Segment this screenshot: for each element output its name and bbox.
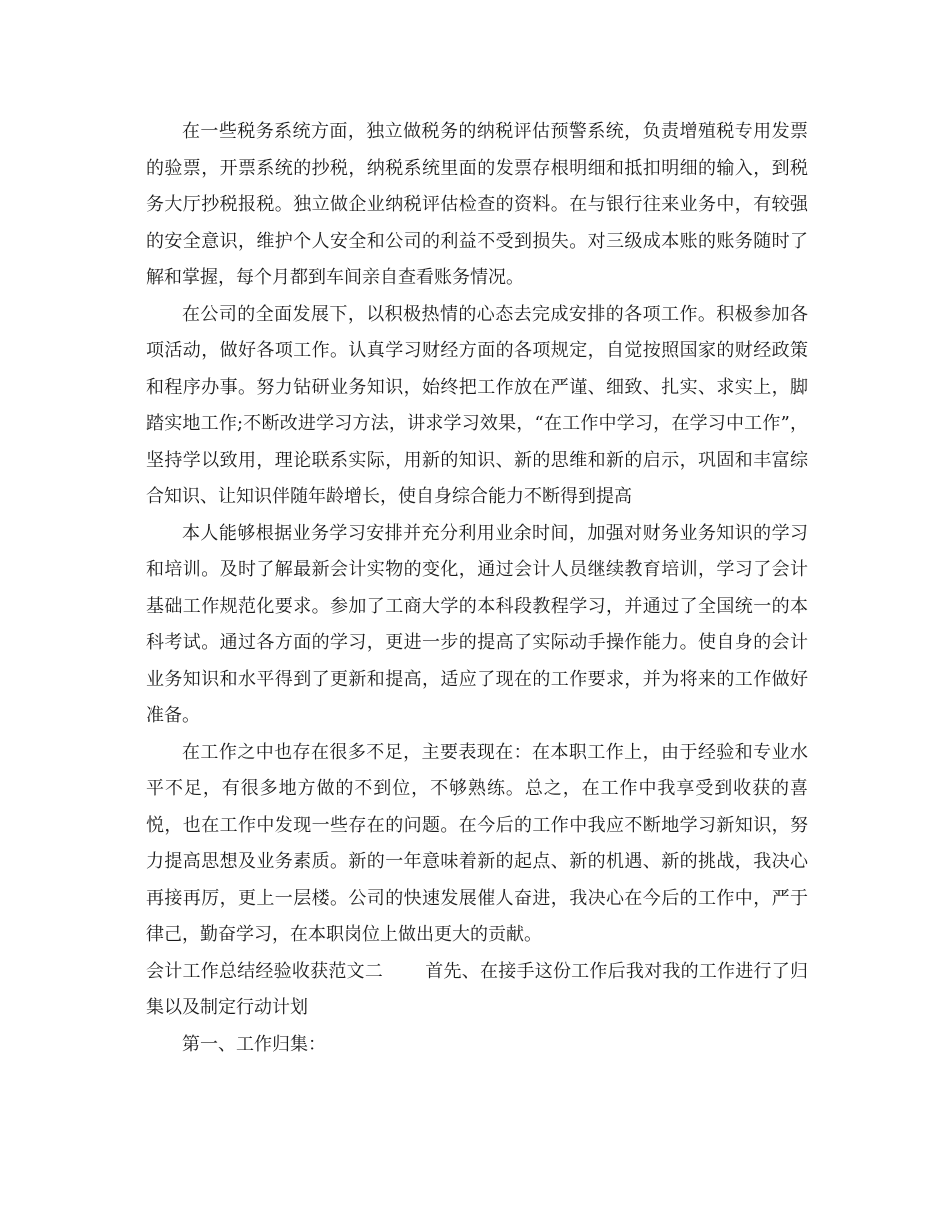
paragraph-company-development: 在公司的全面发展下，以积极热情的心态去完成安排的各项工作。积极参加各项活动，做好各项工作。认真学习财经方面的各项规定，自觉按照国家的财经政策和程序办事。努力钻研业务知识，始终把工作放在严谨、细致、扎实、求实上，脚踏实地工作;不断改进学习方法，讲求学习效果，“在工作中学习，在学习中工作”，坚持学以致用，理论联系实际，用新的知识、新的思维和新的启示，巩固和丰富综合知识、让知识伴随年龄增长，使自身综合能力不断得到提高 — [146, 303, 808, 507]
section-intro: 首先、在接手这份工作后我对我的工作进行了归集以及制定行动计划 — [146, 960, 809, 1018]
paragraph-shortcomings: 在工作之中也存在很多不足，主要表现在：在本职工作上，由于经验和专业水平不足，有很多地方做的不到位，不够熟练。总之，在工作中我享受到收获的喜悦，也在工作中发现一些存在的问题。在今后的工作中我应不断地学习新知识，努力提高思想及业务素质。新的一年意味着新的起点、新的机遇、新的挑战，我决心再接再厉，更上一层楼。公司的快速发展催人奋进，我决心在今后的工作中，严于律己，勤奋学习，在本职岗位上做出更大的贡献。 — [146, 741, 808, 945]
paragraph-tax-systems: 在一些税务系统方面，独立做税务的纳税评估预警系统，负责增殖税专用发票的验票，开票系统的抄税，纳税系统里面的发票存根明细和抵扣明细的输入，到税务大厅抄税报税。独立做企业纳税评估检查的资料。在与银行往来业务中，有较强的安全意识，维护个人安全和公司的利益不受到损失。对三级成本账的账务随时了解和掌握，每个月都到车间亲自查看账务情况。 — [146, 121, 808, 288]
section-title: 会计工作总结经验收获范文二 — [146, 960, 384, 982]
section-heading-line — [146, 954, 808, 1027]
document-body — [146, 114, 808, 1063]
subheading-work-collection: 第一、工作归集： — [182, 1033, 326, 1055]
paragraph-study-training: 本人能够根据业务学习安排并充分利用业余时间，加强对财务业务知识的学习和培训。及时了解最新会计实物的变化，通过会计人员继续教育培训，学习了会计基础工作规范化要求。参加了工商大学的本科段教程学习，并通过了全国统一的本科考试。通过各方面的学习，更进一步的提高了实际动手操作能力。使自身的会计业务知识和水平得到了更新和提高，适应了现在的工作要求，并为将来的工作做好准备。 — [146, 522, 808, 726]
